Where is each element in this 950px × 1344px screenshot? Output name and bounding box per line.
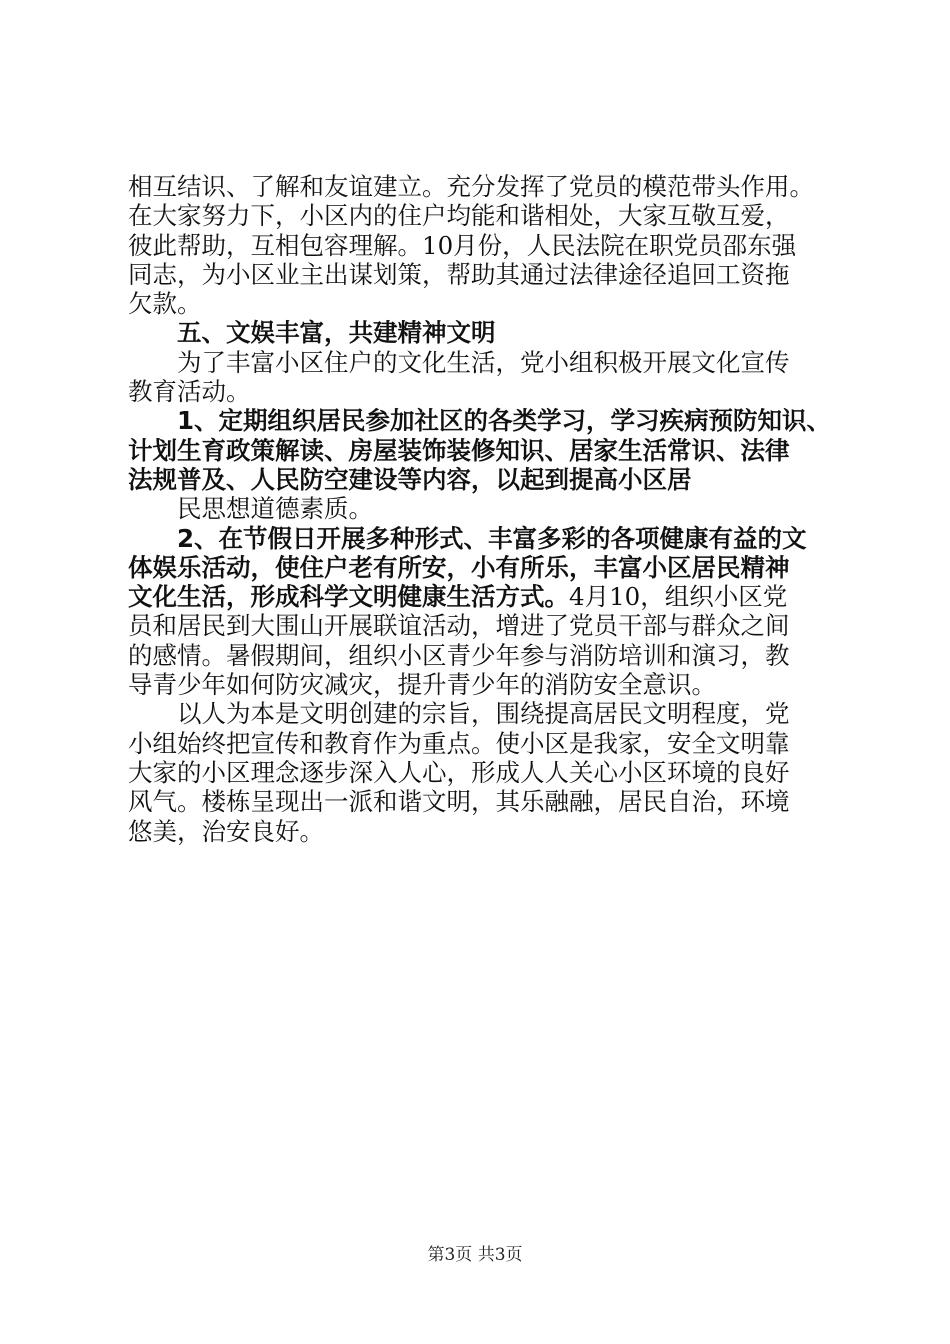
list-item-line: 计划生育政策解读、房屋装饰装修知识、居家生活常识、法律 <box>128 435 790 465</box>
paragraph-line: 员和居民到大围山开展联谊活动，增进了党员干部与群众之间 <box>128 611 790 641</box>
paragraph-line: 风气。楼栋呈现出一派和谐文明，其乐融融，居民自治，环境 <box>128 787 790 817</box>
paragraph-line: 导青少年如何防灾减灾，提升青少年的消防安全意识。 <box>128 670 716 700</box>
list-item-line: 2、在节假日开展多种形式、丰富多彩的各项健康有益的文 <box>177 523 807 553</box>
paragraph-line: 同志，为小区业主出谋划策，帮助其通过法律途径追回工资拖 <box>128 259 790 289</box>
paragraph-line: 欠款。 <box>128 289 202 319</box>
list-item-plain-text: 4月10，组织小区党 <box>569 582 788 612</box>
paragraph-line: 彼此帮助，互相包容理解。10月份，人民法院在职党员邵东强 <box>128 230 797 260</box>
page-number-footer: 第3页 共3页 <box>427 1245 523 1265</box>
paragraph-line: 为了丰富小区住户的文化生活，党小组积极开展文化宣传 <box>177 347 790 377</box>
list-item-line: 法规普及、人民防空建设等内容，以起到提高小区居 <box>128 464 692 494</box>
section-heading: 五、文娱丰富，共建精神文明 <box>177 318 496 348</box>
document-body <box>128 172 840 846</box>
paragraph-line: 教育活动。 <box>128 377 251 407</box>
paragraph-line: 的感情。暑假期间，组织小区青少年参与消防培训和演习，教 <box>128 640 790 670</box>
paragraph-line: 小组始终把宣传和教育作为重点。使小区是我家，安全文明靠 <box>128 728 790 758</box>
list-item-line: 1、定期组织居民参加社区的各类学习，学习疾病预防知识、 <box>177 406 832 436</box>
paragraph-line: 民思想道德素质。 <box>177 494 373 524</box>
paragraph-line: 大家的小区理念逐步深入人心，形成人人关心小区环境的良好 <box>128 757 790 787</box>
paragraph-line: 悠美，治安良好。 <box>128 816 324 846</box>
paragraph-line: 相互结识、了解和友谊建立。充分发挥了党员的模范带头作用。 <box>128 172 814 201</box>
list-item-line: 体娱乐活动，使住户老有所安，小有所乐，丰富小区居民精神 <box>128 552 790 582</box>
list-item-bold-text: 文化生活，形成科学文明健康生活方式。 <box>128 582 569 612</box>
paragraph-line: 在大家努力下，小区内的住户均能和谐相处，大家互敬互爱， <box>128 201 790 231</box>
list-item-line-mixed <box>128 582 840 611</box>
paragraph-line: 以人为本是文明创建的宗旨，围绕提高居民文明程度，党 <box>177 699 790 729</box>
